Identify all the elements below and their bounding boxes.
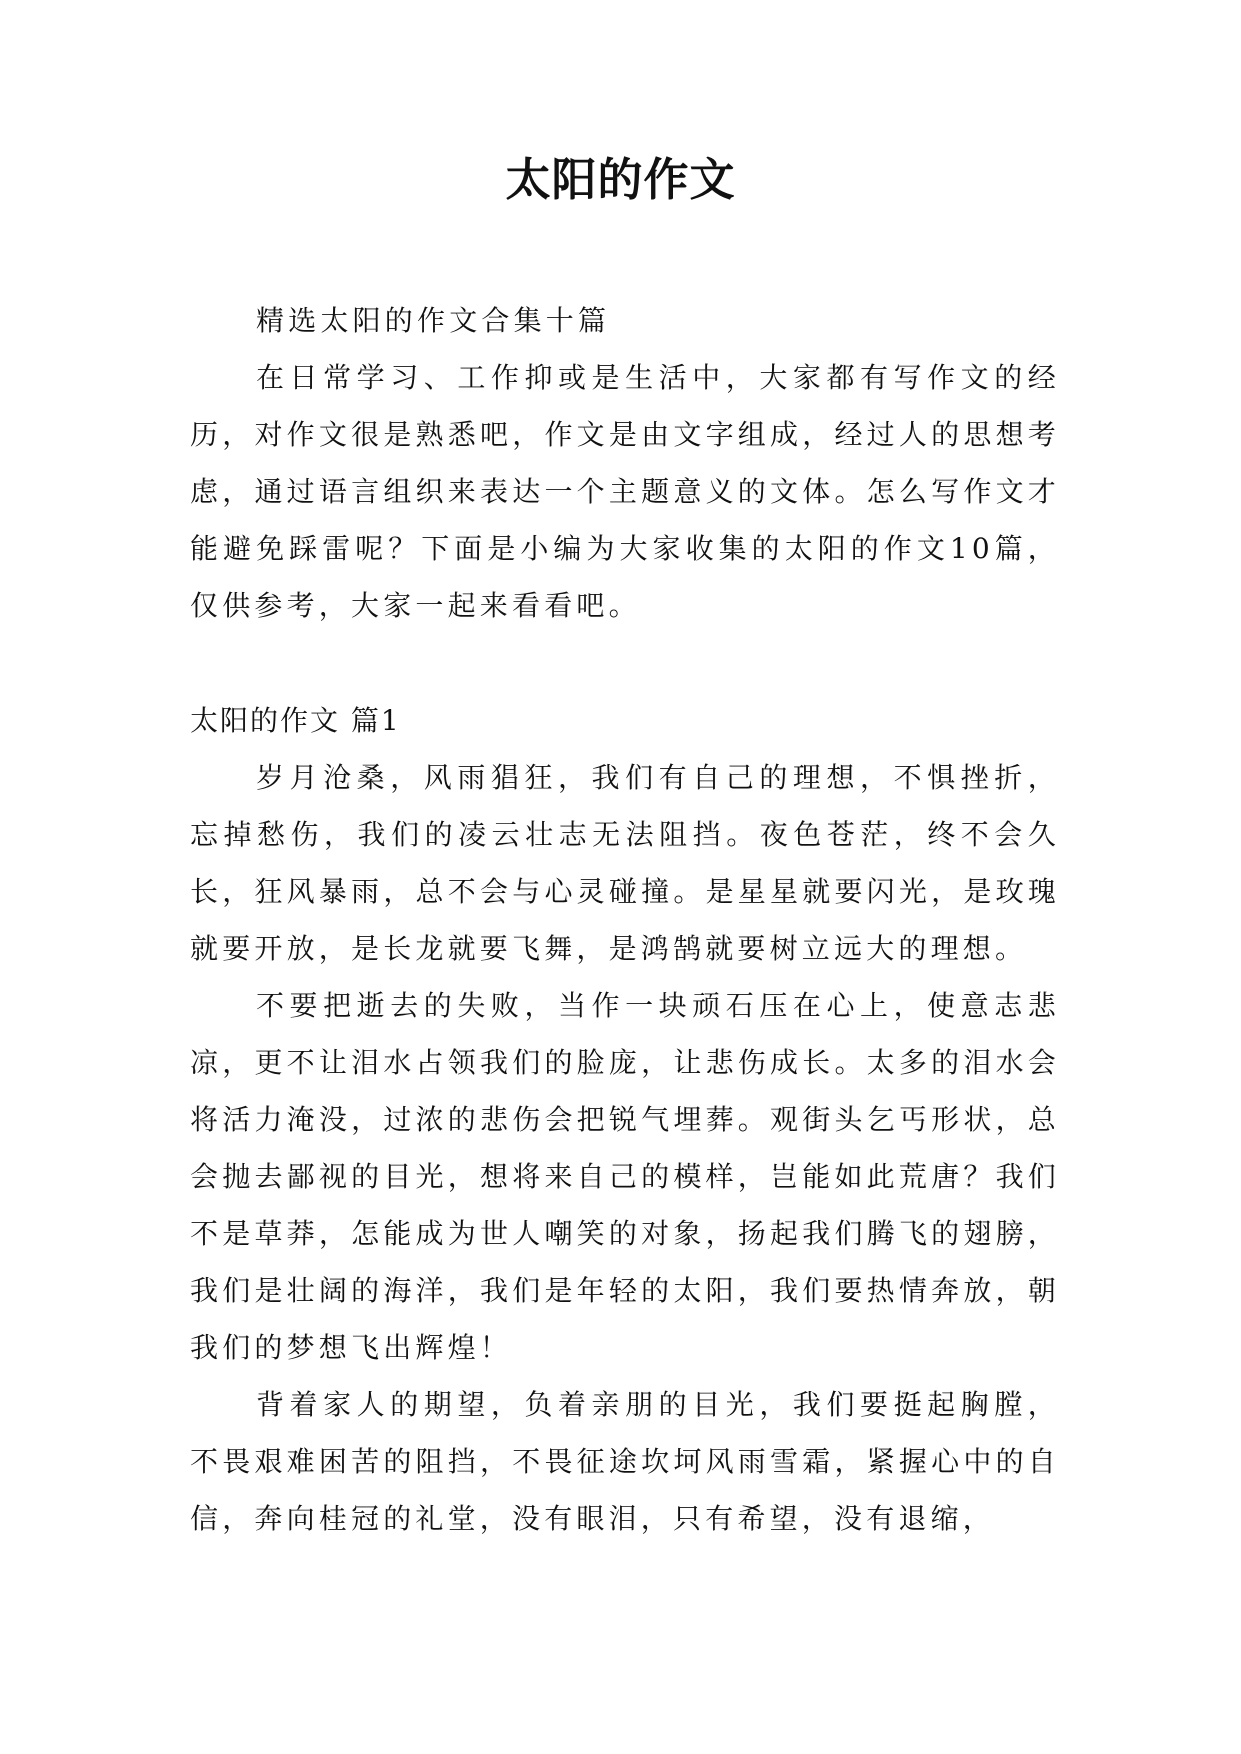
intro-block: [190, 292, 1060, 634]
section-heading: 太阳的作文 篇1: [190, 704, 401, 737]
section-1: [190, 692, 1060, 1547]
section-paragraph: 岁月沧桑，风雨猖狂，我们有自己的理想，不惧挫折，忘掉愁伤，我们的凌云壮志无法阻挡。夜色苍茫，终不会久长，狂风暴雨，总不会与心灵碰撞。是星星就要闪光，是玫瑰就要开放，是长龙就要飞舞，是鸿鹄就要树立远大的理想。: [190, 761, 1060, 965]
intro-paragraph: 在日常学习、工作抑或是生活中，大家都有写作文的经历，对作文很是熟悉吧，作文是由文字组成，经过人的思想考虑，通过语言组织来表达一个主题意义的文体。怎么写作文才能避免踩雷呢？下面是小编为大家收集的太阳的作文10篇，仅供参考，大家一起来看看吧。: [190, 361, 1060, 622]
section-paragraph: 背着家人的期望，负着亲朋的目光，我们要挺起胸膛，不畏艰难困苦的阻挡，不畏征途坎坷风雨雪霜，紧握心中的自信，奔向桂冠的礼堂，没有眼泪，只有希望，没有退缩，: [190, 1388, 1060, 1535]
document-title: 太阳的作文: [505, 153, 736, 206]
section-paragraph: 不要把逝去的失败，当作一块顽石压在心上，使意志悲凉，更不让泪水占领我们的脸庞，让悲伤成长。太多的泪水会将活力淹没，过浓的悲伤会把锐气埋葬。观街头乞丐形状，总会抛去鄙视的目光，想将来自己的模样，岂能如此荒唐？我们不是草莽，怎能成为世人嘲笑的对象，扬起我们腾飞的翅膀，我们是壮阔的海洋，我们是年轻的太阳，我们要热情奔放，朝我们的梦想飞出辉煌！: [190, 989, 1060, 1364]
subtitle: 精选太阳的作文合集十篇: [256, 304, 611, 337]
